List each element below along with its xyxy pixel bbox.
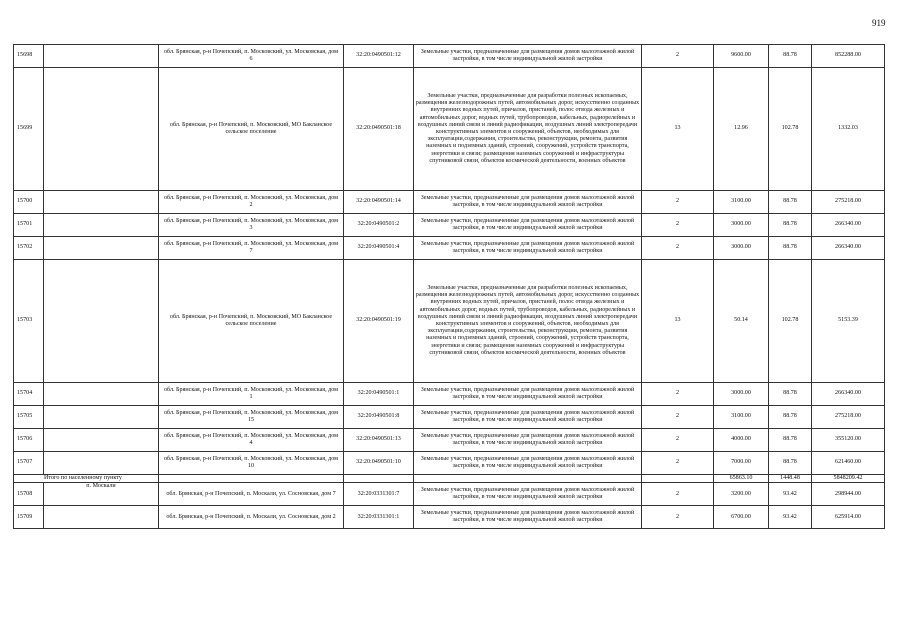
- locality-cell: [44, 429, 159, 452]
- total-rate: 1448.48: [769, 475, 812, 483]
- area-cell: 9600.00: [714, 45, 769, 68]
- land-use-cell: Земельные участки, предназначенные для размещения домов малоэтажной жилой застройки, в том числе индивидуальной жилой застройки: [414, 452, 642, 475]
- table-row: [14, 68, 885, 191]
- use-group-cell: 2: [642, 452, 714, 475]
- address-cell: обл. Брянская, р-н Почепский, п. Московский, ул. Московская, дом 2: [159, 191, 344, 214]
- rate-cell: 88.78: [769, 452, 812, 475]
- row-number: 15701: [14, 214, 44, 237]
- locality-cell: [44, 406, 159, 429]
- total-row: [14, 475, 885, 483]
- address-cell: обл. Брянская, р-н Почепский, п. Московский, ул. Московская, дом 10: [159, 452, 344, 475]
- table-row: [14, 452, 885, 475]
- total-value: 5848209.42: [812, 475, 885, 483]
- locality-cell: [44, 214, 159, 237]
- value-cell: 266340.00: [812, 237, 885, 260]
- value-cell: 275218.00: [812, 191, 885, 214]
- address-cell: обл. Брянская, р-н Почепский, п. Московский, ул. Московская, дом 15: [159, 406, 344, 429]
- area-cell: 3000.00: [714, 237, 769, 260]
- cadastral-number-cell: 32:20:0490501:10: [344, 452, 414, 475]
- table-row: [14, 429, 885, 452]
- use-group-cell: 2: [642, 45, 714, 68]
- row-number: 15706: [14, 429, 44, 452]
- locality-cell: п. Москали: [44, 483, 159, 506]
- area-cell: 6700.00: [714, 506, 769, 529]
- cadastral-number-cell: 32:20:0490501:4: [344, 237, 414, 260]
- area-cell: 3100.00: [714, 191, 769, 214]
- empty-cell: [414, 475, 642, 483]
- rate-cell: 88.78: [769, 406, 812, 429]
- use-group-cell: 2: [642, 506, 714, 529]
- locality-cell: [44, 237, 159, 260]
- area-cell: 4000.00: [714, 429, 769, 452]
- area-cell: 12.96: [714, 68, 769, 191]
- table-row: [14, 191, 885, 214]
- row-number: 15698: [14, 45, 44, 68]
- table-row: [14, 406, 885, 429]
- cadastral-number-cell: 32:20:0490501:18: [344, 68, 414, 191]
- value-cell: 5153.39: [812, 260, 885, 383]
- address-cell: обл. Брянская, р-н Почепский, п. Московский, ул. Московская, дом 3: [159, 214, 344, 237]
- area-cell: 7000.00: [714, 452, 769, 475]
- rate-cell: 93.42: [769, 506, 812, 529]
- locality-cell: [44, 68, 159, 191]
- cadastral-number-cell: 32:20:0331301:7: [344, 483, 414, 506]
- area-cell: 3200.00: [714, 483, 769, 506]
- area-cell: 3000.00: [714, 383, 769, 406]
- cadastral-number-cell: 32:20:0331301:1: [344, 506, 414, 529]
- locality-cell: [44, 45, 159, 68]
- cadastral-value-table: [13, 44, 885, 529]
- locality-cell: [44, 452, 159, 475]
- row-number: 15702: [14, 237, 44, 260]
- use-group-cell: 13: [642, 68, 714, 191]
- value-cell: 355120.00: [812, 429, 885, 452]
- rate-cell: 88.78: [769, 429, 812, 452]
- address-cell: обл. Брянская, р-н Почепский, п. Московский, МО Бакланское сельское поселение: [159, 68, 344, 191]
- cadastral-number-cell: 32:20:0490501:14: [344, 191, 414, 214]
- use-group-cell: 2: [642, 214, 714, 237]
- cadastral-number-cell: 32:20:0490501:8: [344, 406, 414, 429]
- use-group-cell: 2: [642, 483, 714, 506]
- table-row: [14, 45, 885, 68]
- value-cell: 852288.00: [812, 45, 885, 68]
- address-cell: обл. Брянская, р-н Почепский, п. Московский, ул. Московская, дом 7: [159, 237, 344, 260]
- value-cell: 621460.00: [812, 452, 885, 475]
- table-row: [14, 214, 885, 237]
- land-use-cell: Земельные участки, предназначенные для размещения домов малоэтажной жилой застройки, в том числе индивидуальной жилой застройки: [414, 506, 642, 529]
- land-use-cell: Земельные участки, предназначенные для размещения домов малоэтажной жилой застройки, в том числе индивидуальной жилой застройки: [414, 237, 642, 260]
- address-cell: обл. Брянская, р-н Почепский, п. Московский, ул. Московская, дом 6: [159, 45, 344, 68]
- cadastral-number-cell: 32:20:0490501:19: [344, 260, 414, 383]
- total-area: 65863.10: [714, 475, 769, 483]
- rate-cell: 102.78: [769, 68, 812, 191]
- value-cell: 266340.00: [812, 383, 885, 406]
- area-cell: 50.14: [714, 260, 769, 383]
- value-cell: 298944.00: [812, 483, 885, 506]
- use-group-cell: 13: [642, 260, 714, 383]
- cadastral-number-cell: 32:20:0490501:13: [344, 429, 414, 452]
- locality-cell: [44, 191, 159, 214]
- row-number: 15700: [14, 191, 44, 214]
- land-use-cell: Земельные участки, предназначенные для размещения домов малоэтажной жилой застройки, в том числе индивидуальной жилой застройки: [414, 406, 642, 429]
- empty-cell: [159, 475, 344, 483]
- cadastral-number-cell: 32:20:0490501:1: [344, 383, 414, 406]
- row-number: 15699: [14, 68, 44, 191]
- row-number: 15705: [14, 406, 44, 429]
- row-number: 15704: [14, 383, 44, 406]
- land-use-cell: Земельные участки, предназначенные для размещения домов малоэтажной жилой застройки, в том числе индивидуальной жилой застройки: [414, 483, 642, 506]
- land-use-cell: Земельные участки, предназначенные для размещения домов малоэтажной жилой застройки, в том числе индивидуальной жилой застройки: [414, 191, 642, 214]
- table-row: [14, 383, 885, 406]
- value-cell: 1332.03: [812, 68, 885, 191]
- use-group-cell: 2: [642, 383, 714, 406]
- rate-cell: 88.78: [769, 237, 812, 260]
- rate-cell: 88.78: [769, 383, 812, 406]
- value-cell: 266340.00: [812, 214, 885, 237]
- value-cell: 275218.00: [812, 406, 885, 429]
- address-cell: обл. Брянская, р-н Почепский, п. Московский, МО Бакланское сельское поселение: [159, 260, 344, 383]
- table-row: [14, 260, 885, 383]
- land-use-cell: Земельные участки, предназначенные для размещения домов малоэтажной жилой застройки, в том числе индивидуальной жилой застройки: [414, 383, 642, 406]
- page-number: 919: [872, 18, 886, 28]
- locality-cell: [44, 383, 159, 406]
- rate-cell: 88.78: [769, 191, 812, 214]
- empty-cell: [344, 475, 414, 483]
- row-number: 15703: [14, 260, 44, 383]
- row-number: 15708: [14, 483, 44, 506]
- address-cell: обл. Брянская, р-н Почепский, п. Московский, ул. Московская, дом 4: [159, 429, 344, 452]
- use-group-cell: 2: [642, 406, 714, 429]
- locality-cell: [44, 506, 159, 529]
- land-use-cell: Земельные участки, предназначенные для размещения домов малоэтажной жилой застройки, в том числе индивидуальной жилой застройки: [414, 214, 642, 237]
- row-number: 15709: [14, 506, 44, 529]
- use-group-cell: 2: [642, 429, 714, 452]
- address-cell: обл. Брянская, р-н Почепский, п. Московский, ул. Московская, дом 1: [159, 383, 344, 406]
- table-row: [14, 237, 885, 260]
- cadastral-number-cell: 32:20:0490501:12: [344, 45, 414, 68]
- land-use-cell: Земельные участки, предназначенные для разработки полезных ископаемых, размещения железнодорожных путей, автомобильных дорог, искусственно созданных внутренних водных путей, причалов, пристаней, полос отвода железных и автомобильных дорог, водных путей, трубопроводов, кабельных, радиорелейных и воздушных линий связи и линий радиофикации, воздушных линий электропередачи конструктивных элементов и сооружений, объектов, необходимых для эксплуатации,содержания, строительства, реконструкции, ремонта, развития наземных и подземных зданий, строений, сооружений, устройств транспорта, энергетики и связи; размещения наземных сооружений и инфраструктуры спутниковой связи, объектов космической деятельности, военных объектов: [414, 68, 642, 191]
- land-use-cell: Земельные участки, предназначенные для размещения домов малоэтажной жилой застройки, в том числе индивидуальной жилой застройки: [414, 429, 642, 452]
- rate-cell: 88.78: [769, 45, 812, 68]
- rate-cell: 93.42: [769, 483, 812, 506]
- value-cell: 625914.00: [812, 506, 885, 529]
- rate-cell: 88.78: [769, 214, 812, 237]
- total-label: Итого по населенному пункту: [14, 475, 159, 483]
- use-group-cell: 2: [642, 191, 714, 214]
- address-cell: обл. Брянская, р-н Почепский, п. Москали, ул. Сосновская, дом 7: [159, 483, 344, 506]
- row-number: 15707: [14, 452, 44, 475]
- area-cell: 3000.00: [714, 214, 769, 237]
- land-use-cell: Земельные участки, предназначенные для разработки полезных ископаемых, размещения железнодорожных путей, автомобильных дорог, искусственно созданных внутренних водных путей, причалов, пристаней, полос отвода железных и автомобильных дорог, водных путей, трубопроводов, кабельных, радиорелейных и воздушных линий связи и линий радиофикации, воздушных линий электропередачи конструктивных элементов и сооружений, объектов, необходимых для эксплуатации,содержания, строительства, реконструкции, ремонта, развития наземных и подземных зданий, строений, сооружений, устройств транспорта, энергетики и связи; размещения наземных сооружений и инфраструктуры спутниковой связи, объектов космической деятельности, военных объектов: [414, 260, 642, 383]
- cadastral-number-cell: 32:20:0490501:2: [344, 214, 414, 237]
- table-row: [14, 506, 885, 529]
- locality-cell: [44, 260, 159, 383]
- use-group-cell: 2: [642, 237, 714, 260]
- area-cell: 3100.00: [714, 406, 769, 429]
- empty-cell: [642, 475, 714, 483]
- address-cell: обл. Брянская, р-н Почепский, п. Москали, ул. Сосновская, дом 2: [159, 506, 344, 529]
- table-row: [14, 483, 885, 506]
- land-use-cell: Земельные участки, предназначенные для размещения домов малоэтажной жилой застройки, в том числе индивидуальной жилой застройки: [414, 45, 642, 68]
- rate-cell: 102.78: [769, 260, 812, 383]
